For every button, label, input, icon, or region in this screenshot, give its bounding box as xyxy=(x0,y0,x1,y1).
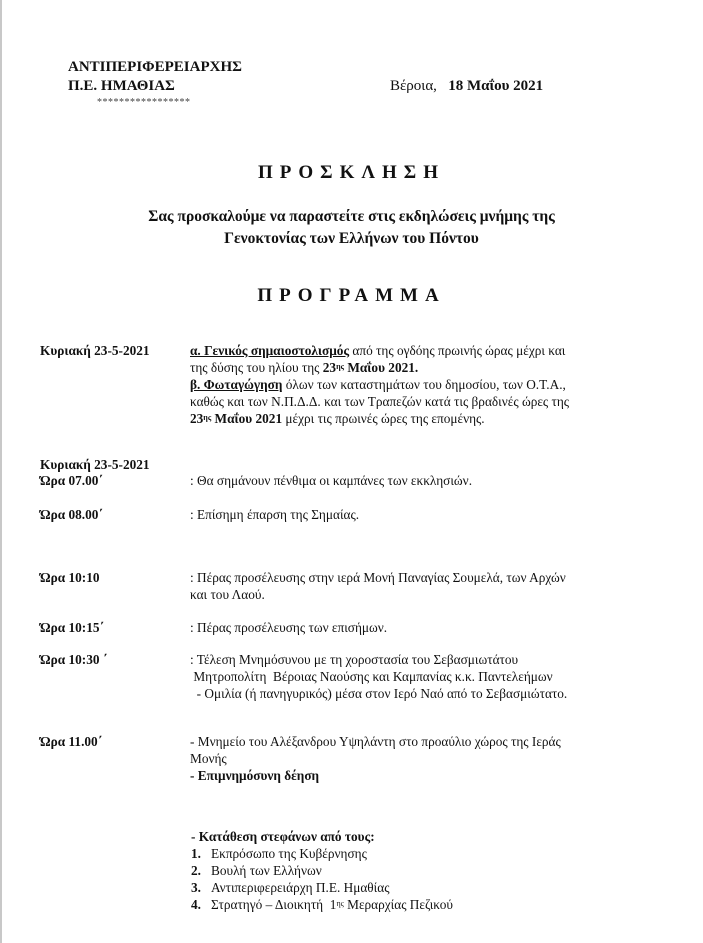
schedule-time: Ώρα 07.00΄ xyxy=(40,473,103,488)
illumination-label: β. Φωταγώγηση xyxy=(190,377,283,392)
block1-day: Κυριακή 23-5-2021 xyxy=(40,343,150,358)
memorial-prayer: - Επιμνημόσυνη δέηση xyxy=(190,768,320,783)
wreath-list-item: 1. Εκπρόσωπο της Κυβέρνησης xyxy=(191,846,367,861)
block1-b-line3: $23^{\eta\varsigma}$ Μαΐου 2021 μέχρι τις πρωινές ώρες της επομένης. xyxy=(190,411,485,426)
schedule-text: : Επίσημη έπαρση της Σημαίας. xyxy=(190,507,360,522)
wreath-list-item: 4. Στρατηγό – Διοικητή $1^{\eta\varsigma}$ Μεραρχίας Πεζικού xyxy=(191,897,453,912)
schedule-time: Ώρα 10:10 xyxy=(40,570,100,585)
schedule-time: Ώρα 10:15΄ xyxy=(40,620,104,635)
schedule-text: : Πέρας προσέλευσης των επισήμων. xyxy=(190,620,388,635)
wreath-list-item: 2. Βουλή των Ελλήνων xyxy=(191,863,322,878)
header-separator: ***************** xyxy=(97,97,191,108)
place: Βέροια, xyxy=(390,78,437,94)
wreath-list-item: 3. Αντιπεριφερειάρχη Π.Ε. Ημαθίας xyxy=(191,880,390,895)
schedule-text: : Τέλεση Μνημόσυνου με τη χοροστασία του Σεβασμιωτάτου xyxy=(190,652,519,667)
block1-b-line2: καθώς και των Ν.Π.Δ.Δ. και των Τραπεζών κατά τις βραδινές ώρες της xyxy=(190,394,570,409)
block2-day: Κυριακή 23-5-2021 xyxy=(40,457,150,472)
issuer-unit: Π.Ε. ΗΜΑΘΙΑΣ xyxy=(68,78,175,94)
wreath-heading: - Κατάθεση στεφάνων από τους: xyxy=(191,829,375,844)
schedule-text: Μητροπολίτη Βέροιας Ναούσης και Καμπανίας κ.κ. Παντελεήμων xyxy=(190,669,553,684)
schedule-text: Μονής xyxy=(190,751,227,766)
invitation-title: ΠΡΟΣΚΛΗΣΗ xyxy=(258,162,445,183)
page-border xyxy=(0,0,2,943)
date: 18 Μαΐου 2021 xyxy=(448,78,544,94)
schedule-text: - Μνημείο του Αλέξανδρου Υψηλάντη στο προαύλιο χώρος της Ιεράς xyxy=(190,734,561,749)
block1-b-line1: β. Φωταγώγηση όλων των καταστημάτων του δημοσίου, των Ο.Τ.Α., xyxy=(190,377,566,392)
issuer-title: ΑΝΤΙΠΕΡΙΦΕΡΕΙΑΡΧΗΣ xyxy=(68,59,242,75)
invitation-subtitle-line2: Γενοκτονίας των Ελλήνων του Πόντου xyxy=(224,230,479,247)
place-date xyxy=(390,77,543,96)
schedule-time: Ώρα 08.00΄ xyxy=(40,507,103,522)
schedule-text: - Ομιλία (ή πανηγυρικός) μέσα στον Ιερό Ναό από το Σεβασμιώτατο. xyxy=(190,686,568,701)
invitation-subtitle-line1: Σας προσκαλούμε να παραστείτε στις εκδηλώσεις μνήμης της xyxy=(148,208,555,225)
decoration-label: α. Γενικός σημαιοστολισμός xyxy=(190,343,350,358)
schedule-time: Ώρα 11.00΄ xyxy=(40,734,103,749)
schedule-text: και του Λαού. xyxy=(190,587,265,602)
schedule-text: : Θα σημάνουν πένθιμα οι καμπάνες των εκκλησιών. xyxy=(190,473,473,488)
program-title: ΠΡΟΓΡΑΜΜΑ xyxy=(257,285,446,306)
block1-a-line1: α. Γενικός σημαιοστολισμός από της ογδόης πρωινής ώρας μέχρι και xyxy=(190,343,566,358)
schedule-time: Ώρα 10:30 ΄ xyxy=(40,652,108,667)
block1-a-line2: της δύσης του ηλίου της $23^{\eta\varsigma}$ Μαΐου 2021. xyxy=(190,360,419,375)
schedule-text: : Πέρας προσέλευσης στην ιερά Μονή Παναγίας Σουμελά, των Αρχών xyxy=(190,570,566,585)
